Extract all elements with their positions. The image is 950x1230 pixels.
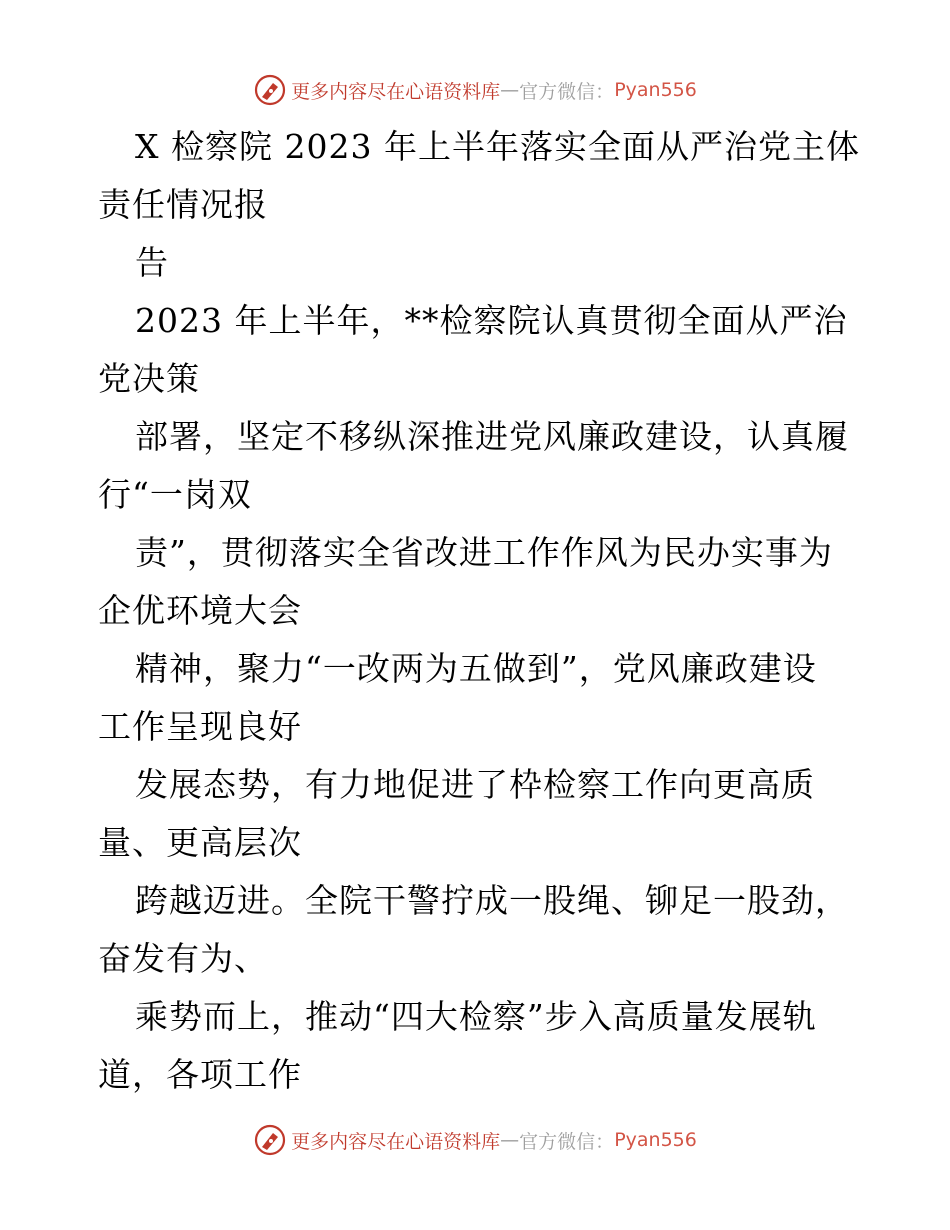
- watermark-code: Pyan556: [614, 79, 697, 101]
- watermark-site-text: 更多内容尽在心语资料库: [291, 1130, 501, 1153]
- paragraph-line: 责”，贯彻落实全省改进工作作风为民办实事为: [135, 533, 833, 572]
- paragraph-line: 部署，坚定不移纵深推进党风廉政建设，认真履: [135, 417, 849, 456]
- doc-title-line-1: X 检察院 2023 年上半年落实全面从严治党主体: [135, 127, 860, 166]
- watermark-site-text: 更多内容尽在心语资料库: [291, 80, 501, 103]
- paragraph-line: 乘势而上，推动“四大检察”步入高质量发展轨: [135, 997, 817, 1036]
- paragraph-line: 量、更高层次: [98, 823, 302, 862]
- watermark-dash: —: [500, 1129, 520, 1151]
- doc-title-line-2: 责任情况报: [98, 185, 268, 224]
- paragraph-line: 奋发有为、: [98, 939, 268, 978]
- paragraph-line: 行“一岗双: [98, 475, 252, 514]
- paragraph-line: 精神，聚力“一改两为五做到”，党风廉政建设: [135, 649, 817, 688]
- watermark-label: 官方微信：: [519, 1130, 615, 1153]
- paragraph-line: 企优环境大会: [98, 591, 302, 630]
- watermark-header: [0, 70, 950, 110]
- paragraph-line: 道，各项工作: [98, 1055, 302, 1094]
- watermark-label: 官方微信：: [519, 80, 615, 103]
- pen-nib-circle-icon: [253, 1123, 287, 1157]
- paragraph-line: 2023 年上半年，**检察院认真贯彻全面从严治: [135, 301, 848, 340]
- paragraph-line: 党决策: [98, 359, 200, 398]
- paragraph-line: 跨越迈进。全院干警拧成一股绳、铆足一股劲，: [135, 881, 849, 920]
- pen-nib-circle-icon: [253, 73, 287, 107]
- document-body: [98, 118, 868, 1104]
- paragraph-line: 工作呈现良好: [98, 707, 302, 746]
- watermark-dash: —: [500, 79, 520, 101]
- watermark-code: Pyan556: [614, 1129, 697, 1151]
- paragraph-line: 发展态势，有力地促进了枠检察工作向更高质: [135, 765, 815, 804]
- doc-title-line-3: 告: [135, 243, 169, 282]
- watermark-footer: [0, 1120, 950, 1160]
